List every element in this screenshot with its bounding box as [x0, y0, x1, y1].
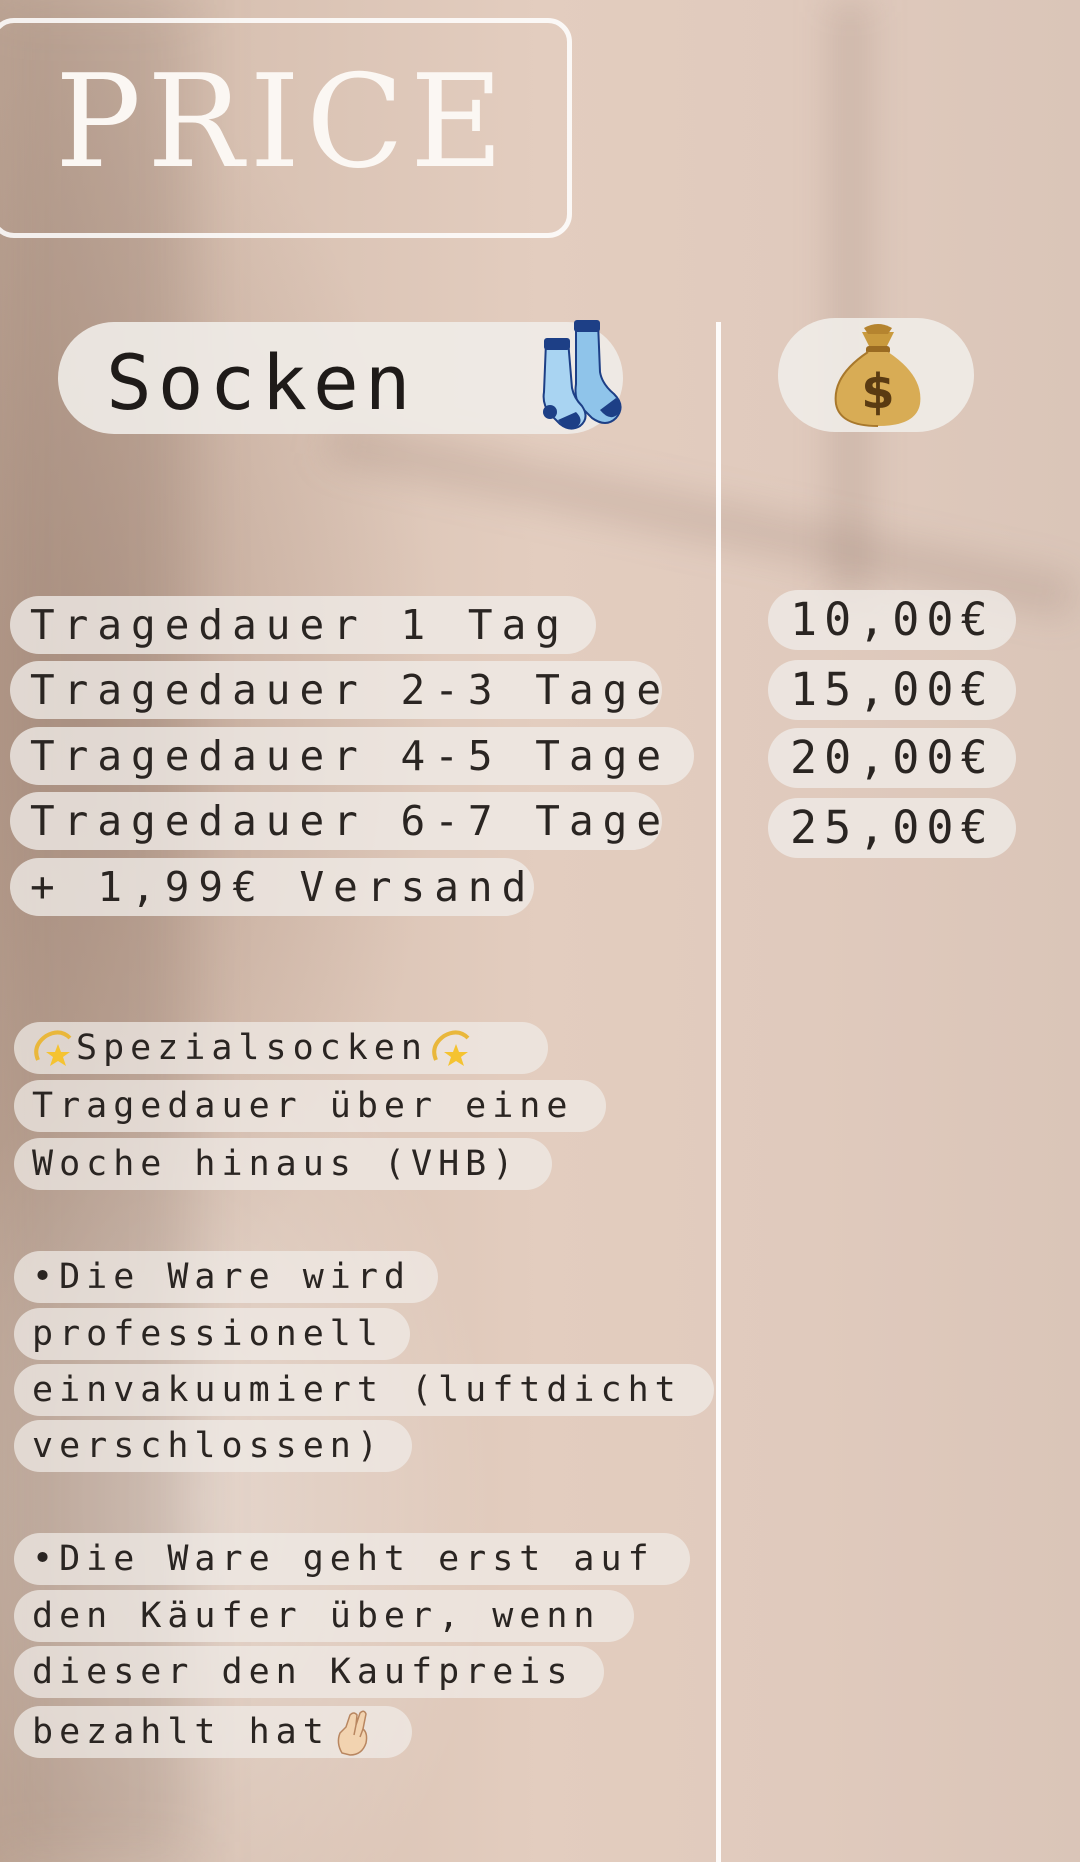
note-line: den Käufer über, wenn [14, 1590, 634, 1642]
dizzy-star-icon [30, 1026, 76, 1072]
product-header [58, 322, 623, 434]
money-bag-icon [828, 318, 928, 430]
product-label: Socken [106, 338, 417, 427]
shipping-row: + 1,99€ Versand [10, 858, 534, 916]
price-row: 10,00€ [768, 590, 1016, 650]
special-title [14, 1022, 548, 1074]
duration-row: Tragedauer 1 Tag [10, 596, 596, 654]
socks-icon [536, 314, 632, 434]
note-line: dieser den Kaufpreis [14, 1646, 604, 1698]
price-row: 15,00€ [768, 660, 1016, 720]
price-header [778, 318, 974, 432]
special-line: Tragedauer über eine [14, 1080, 606, 1132]
note-line: professionell [14, 1308, 410, 1360]
crossed-fingers-icon [332, 1709, 374, 1757]
page-title: PRICE [55, 48, 510, 197]
duration-row: Tragedauer 2-3 Tage [10, 661, 662, 719]
note-text: bezahlt hat [32, 1712, 330, 1752]
svg-text:$: $ [861, 364, 895, 420]
duration-row: Tragedauer 6-7 Tage [10, 792, 662, 850]
price-row: 25,00€ [768, 798, 1016, 858]
special-title-text: Spezialsocken [76, 1028, 428, 1068]
note-line: •Die Ware geht erst auf [14, 1533, 690, 1585]
background-shadow [326, 420, 1078, 617]
note-line-last [14, 1706, 412, 1758]
column-divider [716, 322, 721, 1862]
background-shadow [830, 0, 870, 600]
note-line: verschlossen) [14, 1420, 412, 1472]
price-row: 20,00€ [768, 728, 1016, 788]
duration-row: Tragedauer 4-5 Tage [10, 727, 694, 785]
note-line: einvakuumiert (luftdicht [14, 1364, 714, 1416]
special-line: Woche hinaus (VHB) [14, 1138, 552, 1190]
note-line: •Die Ware wird [14, 1251, 438, 1303]
dizzy-star-icon [428, 1026, 474, 1072]
